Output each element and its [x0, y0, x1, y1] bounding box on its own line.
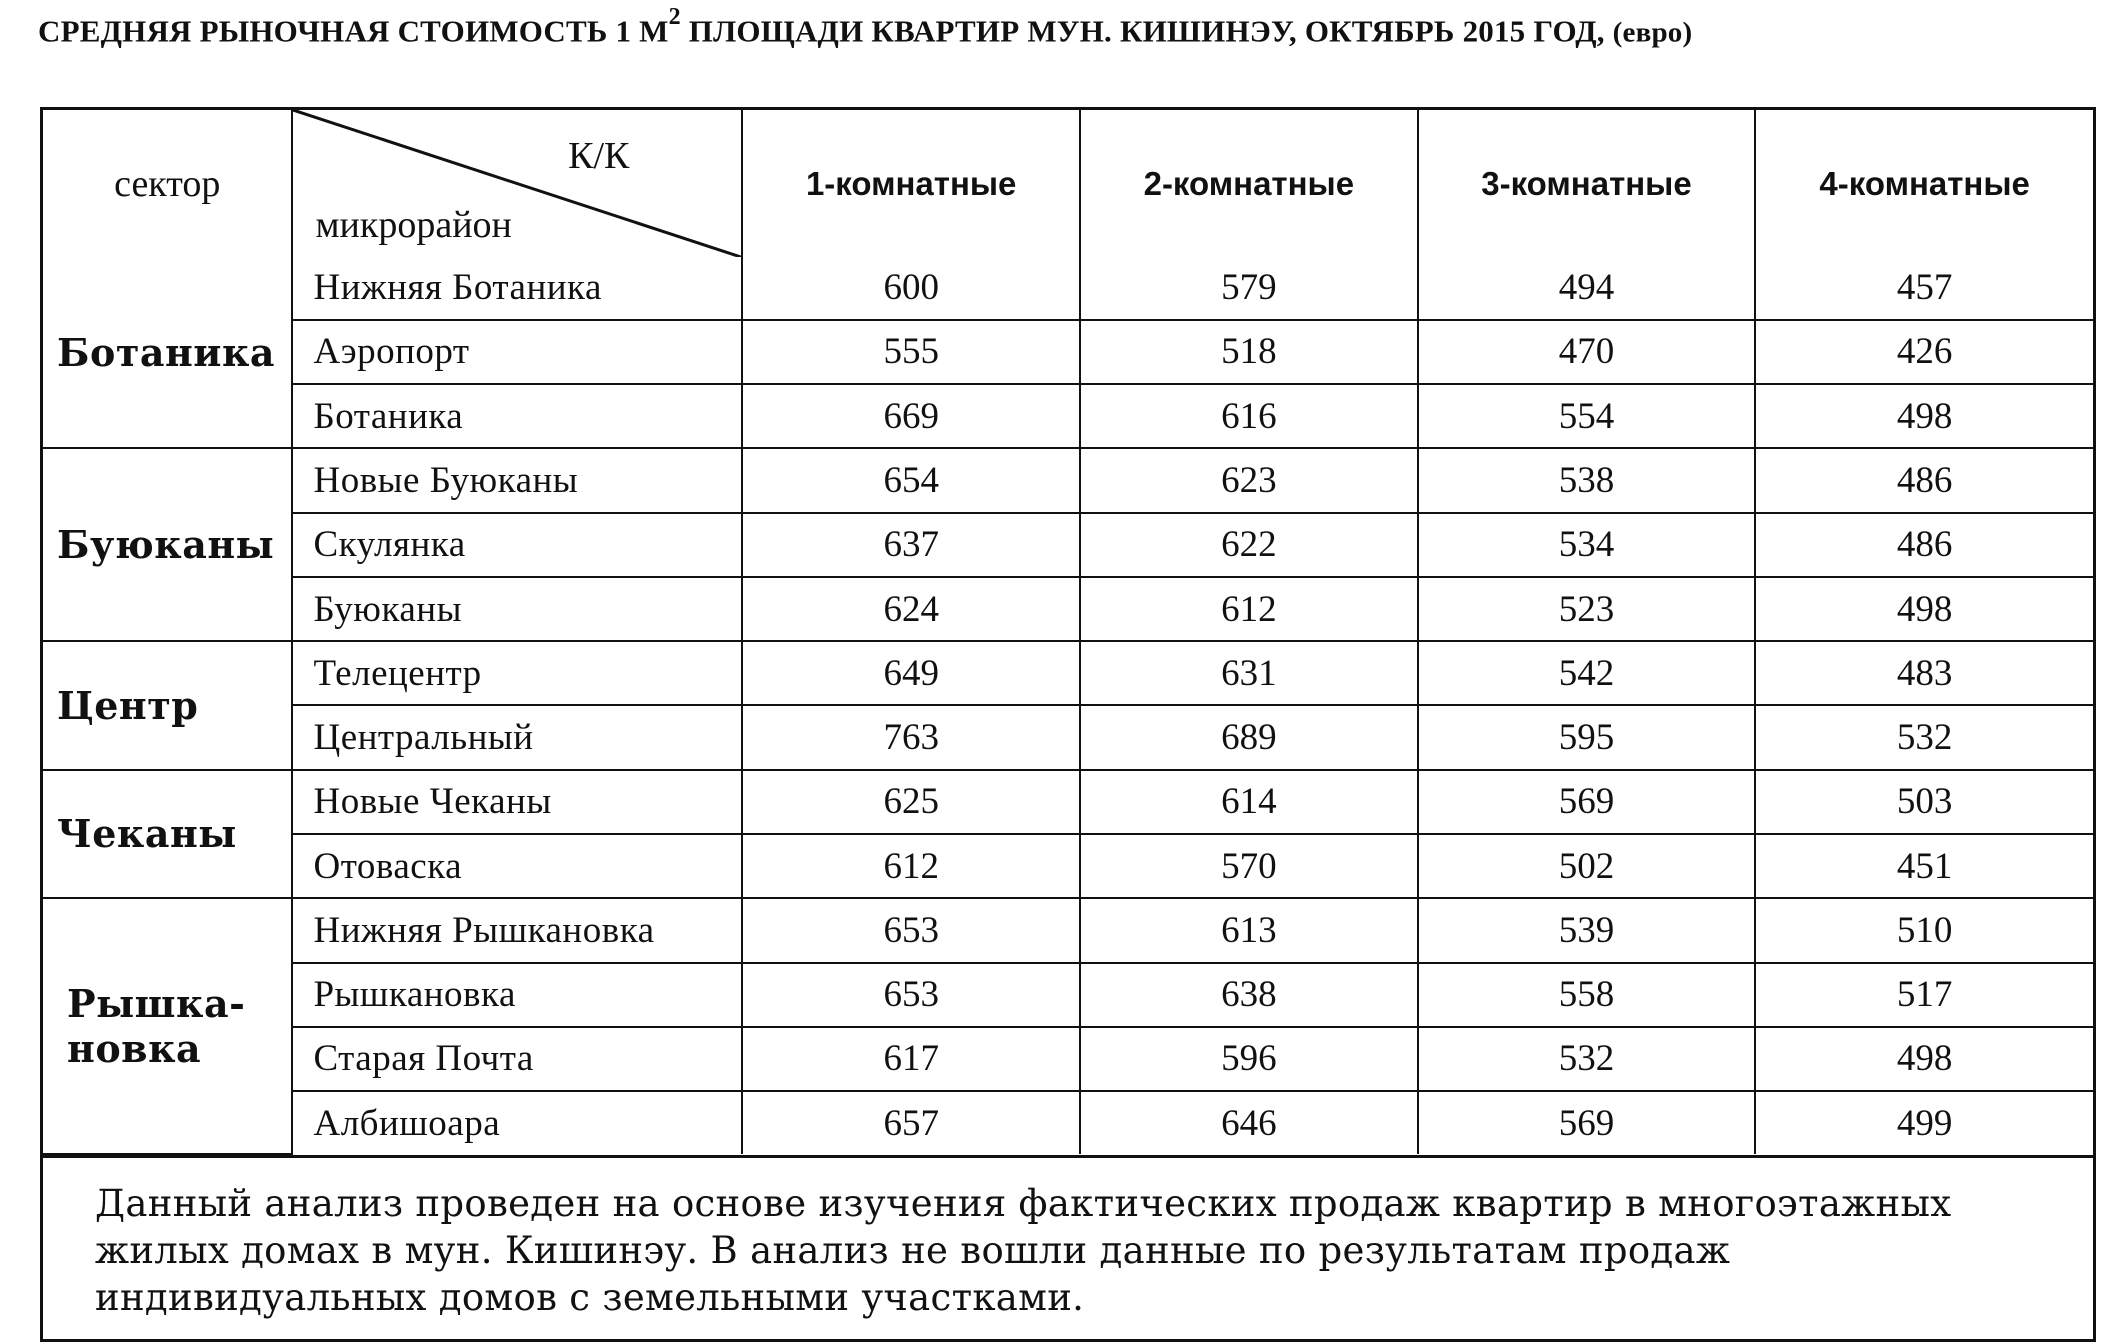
sector-name: Ботаника — [43, 257, 292, 448]
price-cell-3-rooms: 502 — [1418, 834, 1756, 898]
price-cell-2-rooms: 596 — [1080, 1027, 1418, 1091]
price-cell-2-rooms: 622 — [1080, 513, 1418, 577]
price-cell-4-rooms: 451 — [1755, 834, 2093, 898]
table-row — [43, 641, 2093, 705]
table-row — [43, 898, 2093, 962]
price-cell-1-rooms: 637 — [742, 513, 1080, 577]
price-cell-2-rooms: 612 — [1080, 577, 1418, 641]
footnote: Данный анализ проведен на основе изучения фактических продаж квартир в многоэтажных жилых домах в мун. Кишинэу. В анализ не вошли данные по результатам продаж индивидуальных домов с земельными участками. — [43, 1155, 2093, 1339]
table-row — [43, 705, 2093, 769]
header-district: микрорайон — [315, 204, 512, 246]
price-cell-2-rooms: 613 — [1080, 898, 1418, 962]
title-unit: (евро) — [1612, 16, 1693, 49]
price-cell-4-rooms: 499 — [1755, 1091, 2093, 1154]
header-rooms-2: 2-комнатные — [1080, 110, 1418, 257]
price-cell-1-rooms: 625 — [742, 770, 1080, 834]
price-cell-3-rooms: 558 — [1418, 963, 1756, 1027]
price-cell-2-rooms: 616 — [1080, 384, 1418, 448]
price-cell-1-rooms: 669 — [742, 384, 1080, 448]
price-cell-3-rooms: 542 — [1418, 641, 1756, 705]
price-cell-1-rooms: 657 — [742, 1091, 1080, 1154]
table-row — [43, 1091, 2093, 1154]
table-row — [43, 257, 2093, 320]
table-row — [43, 448, 2093, 512]
price-cell-4-rooms: 486 — [1755, 513, 2093, 577]
district-name: Аэропорт — [292, 320, 742, 384]
price-cell-1-rooms: 649 — [742, 641, 1080, 705]
table-row — [43, 384, 2093, 448]
district-name: Скулянка — [292, 513, 742, 577]
district-name: Телецентр — [292, 641, 742, 705]
district-name: Буюканы — [292, 577, 742, 641]
title-superscript: 2 — [668, 4, 681, 30]
price-cell-2-rooms: 689 — [1080, 705, 1418, 769]
price-cell-4-rooms: 486 — [1755, 448, 2093, 512]
price-cell-2-rooms: 570 — [1080, 834, 1418, 898]
district-name: Новые Буюканы — [292, 448, 742, 512]
district-name: Центральный — [292, 705, 742, 769]
price-cell-4-rooms: 510 — [1755, 898, 2093, 962]
price-cell-3-rooms: 523 — [1418, 577, 1756, 641]
price-sheet — [40, 107, 2096, 1342]
price-cell-3-rooms: 494 — [1418, 257, 1756, 320]
table-row — [43, 513, 2093, 577]
price-cell-4-rooms: 517 — [1755, 963, 2093, 1027]
header-rooms-1: 1-комнатные — [742, 110, 1080, 257]
price-cell-3-rooms: 595 — [1418, 705, 1756, 769]
district-name: Старая Почта — [292, 1027, 742, 1091]
sector-name: Центр — [43, 641, 292, 770]
price-cell-1-rooms: 763 — [742, 705, 1080, 769]
price-cell-1-rooms: 653 — [742, 898, 1080, 962]
header-diagonal-cell — [292, 110, 742, 257]
header-sector: сектор — [43, 110, 292, 257]
district-name: Новые Чеканы — [292, 770, 742, 834]
district-name: Албишоара — [292, 1091, 742, 1154]
price-cell-1-rooms: 600 — [742, 257, 1080, 320]
table-row — [43, 834, 2093, 898]
price-cell-4-rooms: 498 — [1755, 384, 2093, 448]
sector-name: Буюканы — [43, 448, 292, 641]
price-cell-3-rooms: 538 — [1418, 448, 1756, 512]
price-cell-3-rooms: 470 — [1418, 320, 1756, 384]
price-cell-1-rooms: 653 — [742, 963, 1080, 1027]
price-cell-4-rooms: 532 — [1755, 705, 2093, 769]
price-cell-3-rooms: 569 — [1418, 770, 1756, 834]
price-cell-2-rooms: 646 — [1080, 1091, 1418, 1154]
price-cell-2-rooms: 631 — [1080, 641, 1418, 705]
price-cell-2-rooms: 638 — [1080, 963, 1418, 1027]
district-name: Отоваска — [292, 834, 742, 898]
price-cell-3-rooms: 539 — [1418, 898, 1756, 962]
district-name: Ботаника — [292, 384, 742, 448]
price-cell-1-rooms: 612 — [742, 834, 1080, 898]
price-cell-2-rooms: 623 — [1080, 448, 1418, 512]
table-row — [43, 320, 2093, 384]
title-main: СРЕДНЯЯ РЫНОЧНАЯ СТОИМОСТЬ 1 М — [38, 13, 669, 49]
district-name: Рышкановка — [292, 963, 742, 1027]
table-row — [43, 770, 2093, 834]
district-name: Нижняя Ботаника — [292, 257, 742, 320]
price-cell-1-rooms: 555 — [742, 320, 1080, 384]
price-cell-1-rooms: 624 — [742, 577, 1080, 641]
header-rooms-4: 4-комнатные — [1755, 110, 2093, 257]
price-cell-3-rooms: 569 — [1418, 1091, 1756, 1154]
table-row — [43, 1027, 2093, 1091]
price-cell-2-rooms: 579 — [1080, 257, 1418, 320]
header-kk: К/К — [568, 135, 630, 177]
header-rooms-3: 3-комнатные — [1418, 110, 1756, 257]
sector-name: Рышка- новка — [43, 898, 292, 1154]
price-table — [43, 110, 2093, 1155]
table-header-row — [43, 110, 2093, 257]
title-rest: ПЛОЩАДИ КВАРТИР МУН. КИШИНЭУ, ОКТЯБРЬ 2015 ГОД, — [680, 13, 1605, 49]
table-row — [43, 577, 2093, 641]
price-cell-4-rooms: 483 — [1755, 641, 2093, 705]
district-name: Нижняя Рышкановка — [292, 898, 742, 962]
price-cell-4-rooms: 426 — [1755, 320, 2093, 384]
price-cell-3-rooms: 534 — [1418, 513, 1756, 577]
price-cell-2-rooms: 614 — [1080, 770, 1418, 834]
table-body — [43, 257, 2093, 1154]
price-cell-1-rooms: 654 — [742, 448, 1080, 512]
price-cell-2-rooms: 518 — [1080, 320, 1418, 384]
page-title — [38, 4, 2098, 49]
table-row — [43, 963, 2093, 1027]
price-cell-4-rooms: 503 — [1755, 770, 2093, 834]
price-cell-1-rooms: 617 — [742, 1027, 1080, 1091]
price-cell-3-rooms: 554 — [1418, 384, 1756, 448]
price-cell-4-rooms: 498 — [1755, 1027, 2093, 1091]
price-cell-3-rooms: 532 — [1418, 1027, 1756, 1091]
price-cell-4-rooms: 457 — [1755, 257, 2093, 320]
sector-name: Чеканы — [43, 770, 292, 899]
price-cell-4-rooms: 498 — [1755, 577, 2093, 641]
